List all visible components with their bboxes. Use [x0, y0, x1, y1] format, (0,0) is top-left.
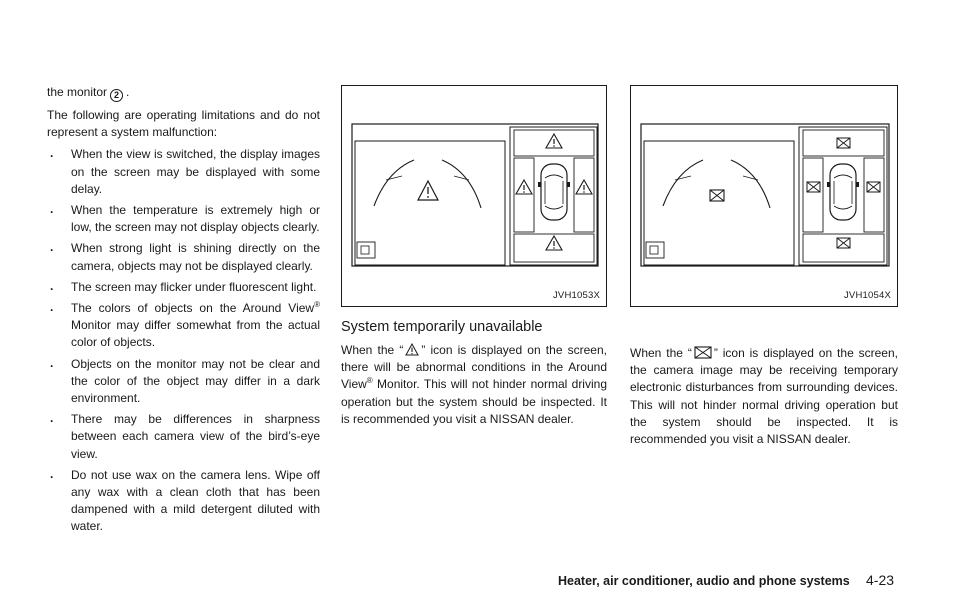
warning-triangle-icon — [546, 134, 562, 148]
left-column — [47, 84, 320, 540]
list-item: . There may be differences in sharpness between each camera view of the bird’s-eye view. — [47, 411, 320, 463]
limitations-lead: The following are operating limitations and do not represent a system malfunction: — [47, 108, 320, 140]
warning-triangle-icon — [418, 181, 438, 200]
right-column — [630, 345, 898, 453]
list-item: . Do not use wax on the camera lens. Wipe off any wax with a clean cloth that has been dampened with a mild detergent diluted with water. — [47, 467, 320, 536]
list-item: . When the view is switched, the display images on the screen may be displayed with some delay. — [47, 146, 320, 198]
section-paragraph: When the “ ” icon is displayed on the screen, there will be abnormal conditions in the Around View® Monitor. This will not hinder normal driving operation but the system should be inspected. It is recommended you visit a NISSAN dealer. — [341, 343, 607, 426]
view-button-icon — [646, 242, 664, 258]
interference-paragraph: When the “ ” icon is displayed on the screen, the camera image may be receiving temporary electronic disturbances from surrounding devices. This will not hinder normal driving operation but the system should be inspected. It is recommended you visit a NISSAN dealer. — [630, 346, 898, 447]
around-view-screen-warning — [342, 86, 608, 308]
list-item: . The screen may flicker under fluorescent light. — [47, 279, 320, 296]
view-button-icon — [357, 242, 375, 258]
limitations-list — [47, 146, 320, 535]
footer-section-title: Heater, air conditioner, audio and phone systems — [558, 574, 850, 588]
figure-warning-display — [341, 85, 607, 307]
page-number: 4-23 — [866, 572, 895, 588]
boxed-x-icon — [837, 238, 850, 248]
warning-triangle-icon — [405, 343, 419, 356]
car-top-view-icon — [538, 164, 570, 220]
list-item: . The colors of objects on the Around View® Monitor may differ somewhat from the actual color of objects. — [47, 300, 320, 352]
boxed-x-icon — [867, 182, 880, 192]
intro-line: the monitor 2 . — [47, 85, 130, 100]
boxed-x-icon — [837, 138, 850, 148]
boxed-x-icon — [694, 346, 712, 359]
car-top-view-icon — [827, 164, 859, 220]
warning-triangle-icon — [576, 180, 592, 194]
boxed-x-icon — [710, 190, 724, 201]
figure-code: JVH1053X — [552, 290, 600, 301]
list-item: . Objects on the monitor may not be clear and the color of the object may differ in a dark environment. — [47, 356, 320, 408]
section-heading: System temporarily unavailable — [341, 319, 543, 335]
list-item: . When strong light is shining directly on the camera, objects may not be displayed clearly. — [47, 240, 320, 274]
callout-marker: 2 — [110, 89, 123, 102]
warning-triangle-icon — [516, 180, 532, 194]
list-item: . When the temperature is extremely high or low, the screen may not display objects clearly. — [47, 202, 320, 236]
figure-interference-display — [630, 85, 898, 307]
boxed-x-icon — [807, 182, 820, 192]
around-view-screen-interference — [631, 86, 899, 308]
warning-triangle-icon — [546, 236, 562, 250]
system-unavailable-section — [341, 319, 607, 433]
figure-code: JVH1054X — [843, 290, 891, 301]
